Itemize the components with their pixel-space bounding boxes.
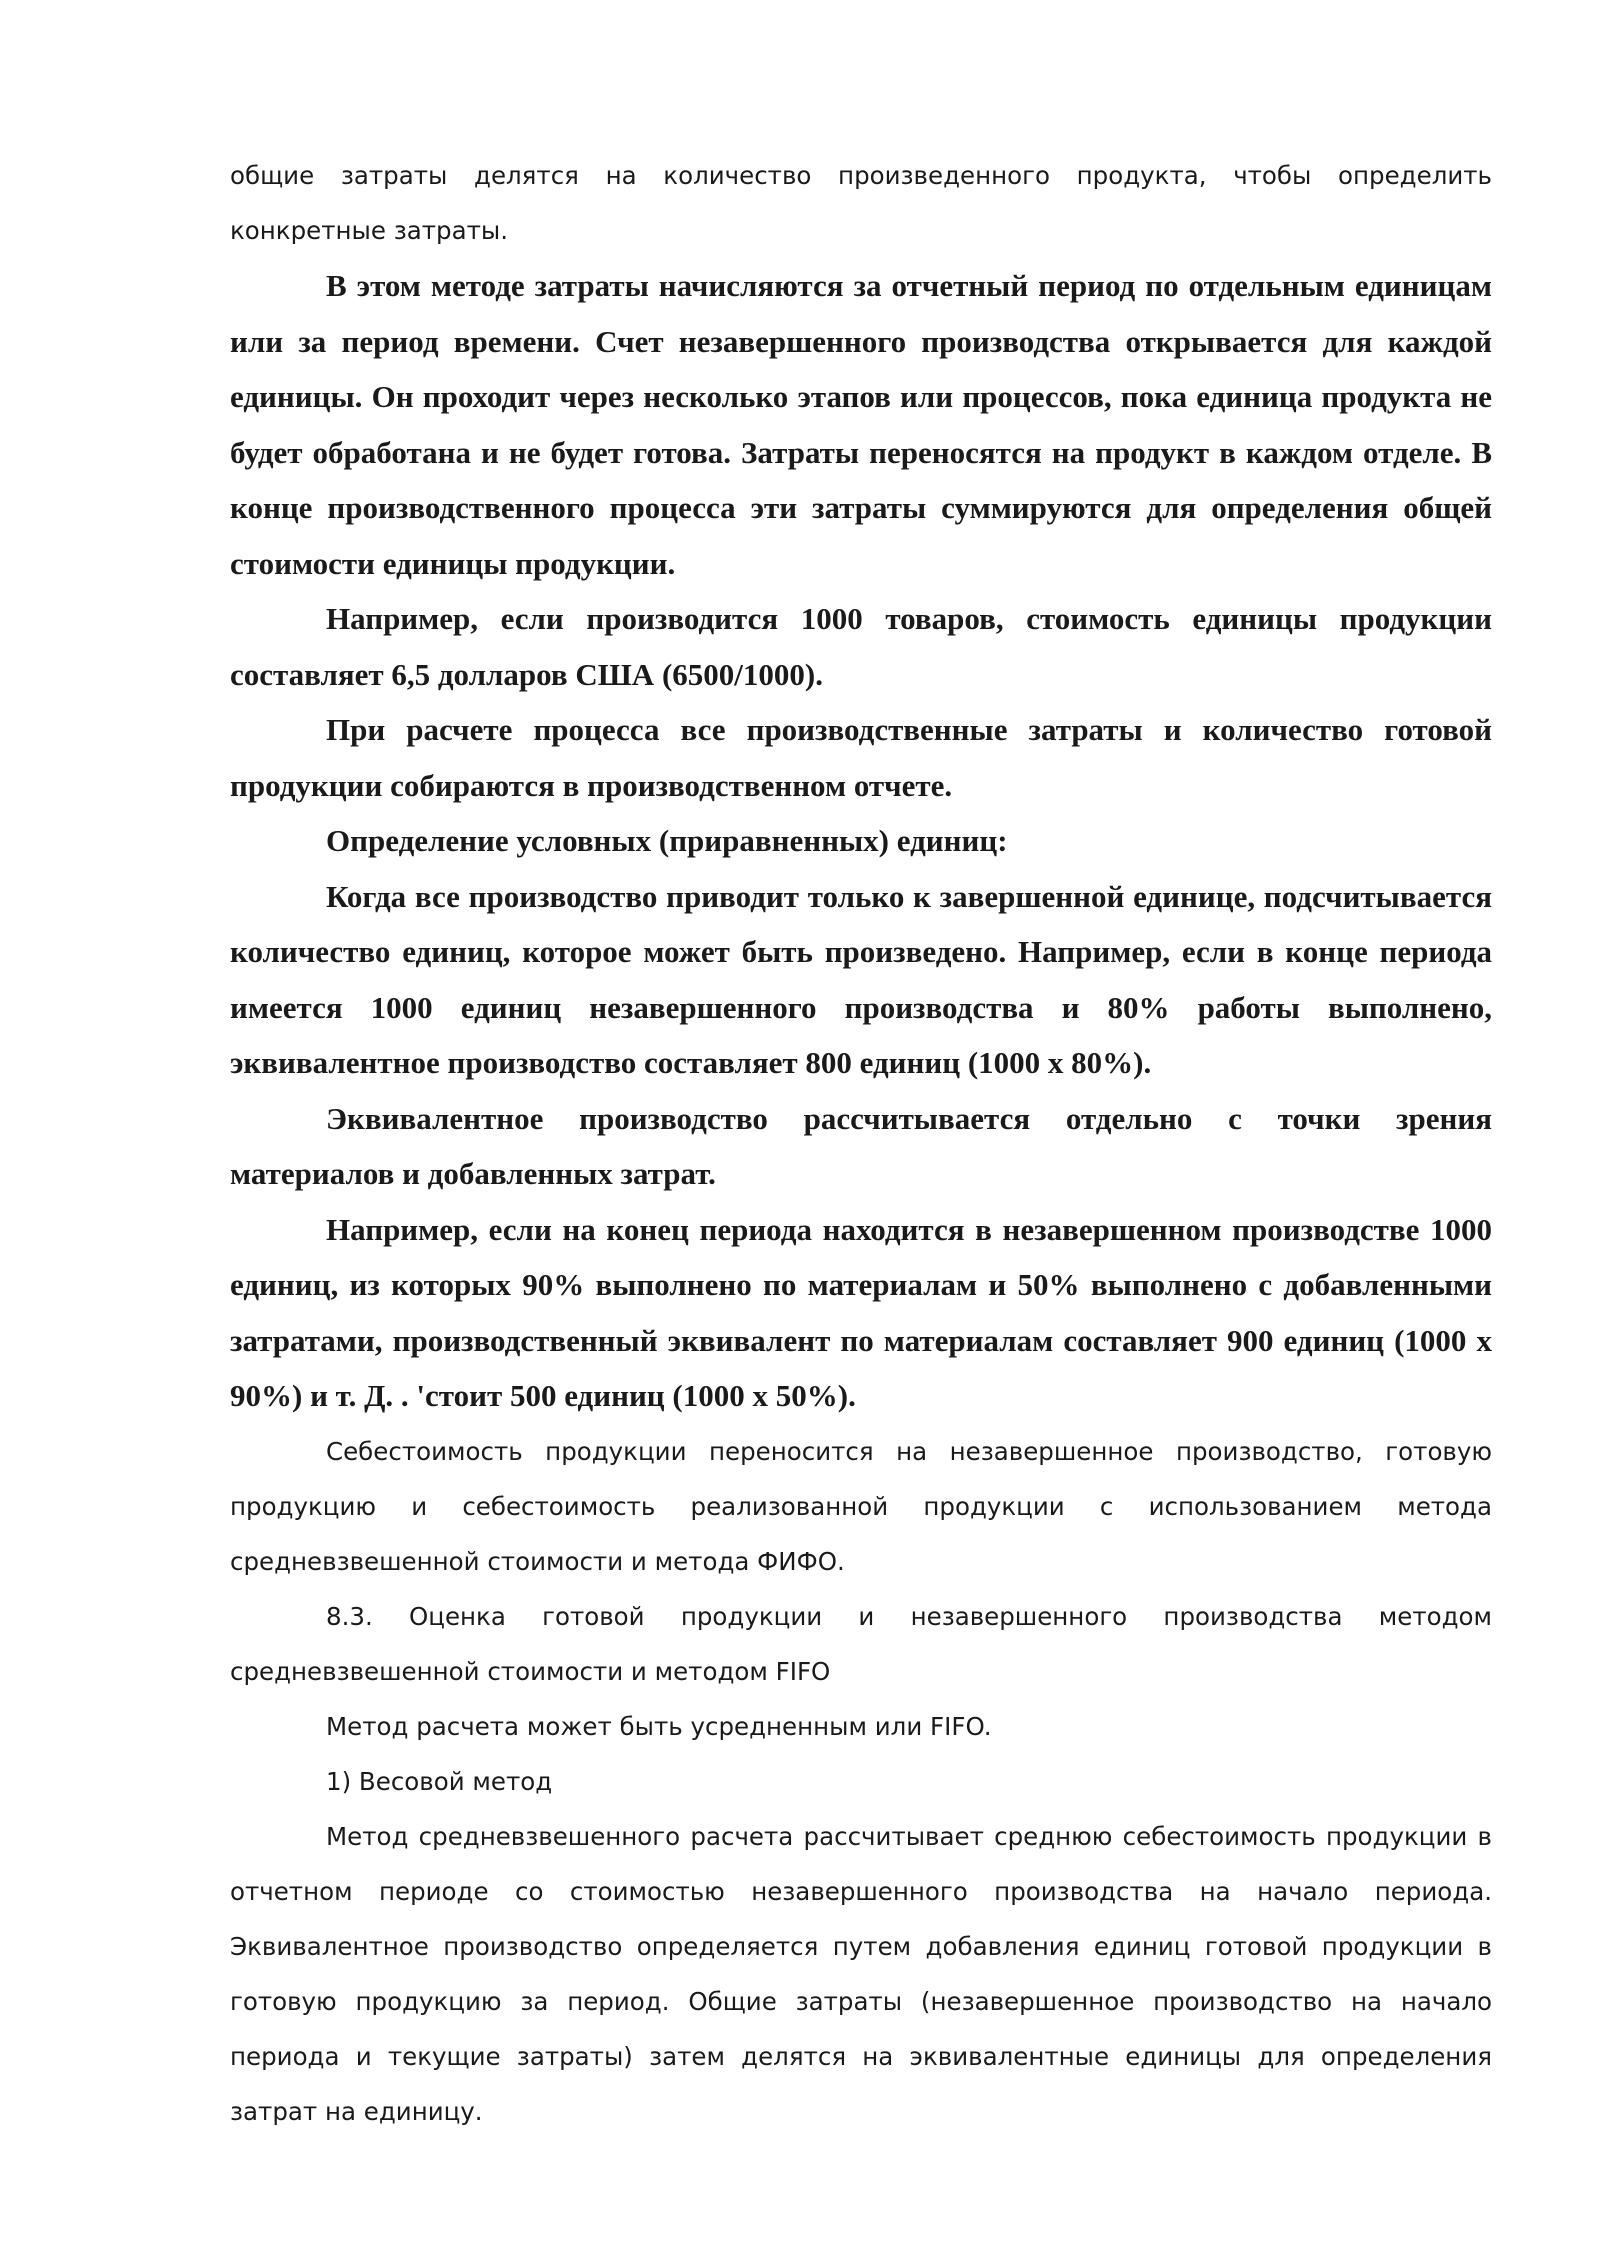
paragraph-example-materials: Например, если на конец периода находится в незавершенном производстве 1000 единиц, из которых 90% выполнено по материалам и 50% выполнено с добавленными затратами, производственный эквивалент по материалам составляет 900 единиц (1000 х 90%) и т. Д. . 'стоит 500 единиц (1000 х 50%).: [230, 1211, 1492, 1413]
paragraph-production-report: При расчете процесса все производственные затраты и количество готовой продукции собираются в производственном отчете.: [230, 712, 1492, 803]
paragraph-method-options: Метод расчета может быть усредненным или FIFO.: [326, 1711, 992, 1741]
heading-equivalent-units: Определение условных (приравненных) единиц:: [326, 823, 1008, 858]
list-item-weighted-method: 1) Весовой метод: [326, 1766, 553, 1796]
paragraph-example-unit-cost: Например, если производится 1000 товаров, стоимость единицы продукции составляет 6,5 долларов США (6500/1000).: [230, 601, 1492, 692]
paragraph-equivalent-units: Когда все производство приводит только к завершенной единице, подсчитывается количество единиц, которое может быть произведено. Например, если в конце периода имеется 1000 единиц незавершенного производства и 80% работы выполнено, эквивалентное производство составляет 800 единиц (1000 х 80%).: [230, 878, 1492, 1080]
section-heading-8-3: 8.3. Оценка готовой продукции и незавершенного производства методом средневзвешенной стоимости и методом FIFO: [230, 1601, 1492, 1686]
document-page: [230, 148, 1492, 2139]
paragraph-cost-transfer: Себестоимость продукции переносится на незавершенное производство, готовую продукцию и себестоимость реализованной продукции с использованием метода средневзвешенной стоимости и метода ФИФО.: [230, 1436, 1492, 1576]
paragraph-method-description: В этом методе затраты начисляются за отчетный период по отдельным единицам или за период времени. Счет незавершенного производства открывается для каждой единицы. Он проходит через несколько этапов или процессов, пока единица продукта не будет обработана и не будет готова. Затраты переносятся на продукт в каждом отделе. В конце производственного процесса эти затраты суммируются для определения общей стоимости единицы продукции.: [230, 268, 1492, 581]
paragraph-equivalent-separately: Эквивалентное производство рассчитывается отдельно с точки зрения материалов и добавленных затрат.: [230, 1100, 1492, 1191]
paragraph-weighted-average: Метод средневзвешенного расчета рассчитывает среднюю себестоимость продукции в отчетном периоде со стоимостью незавершенного производства на начало периода. Эквивалентное производство определяется путем добавления единиц готовой продукции в готовую продукцию за период. Общие затраты (незавершенное производство на начало периода и текущие затраты) затем делятся на эквивалентные единицы для определения затрат на единицу.: [230, 1821, 1492, 2126]
paragraph-continuation: общие затраты делятся на количество произведенного продукта, чтобы определить конкретные затраты.: [230, 161, 1492, 245]
